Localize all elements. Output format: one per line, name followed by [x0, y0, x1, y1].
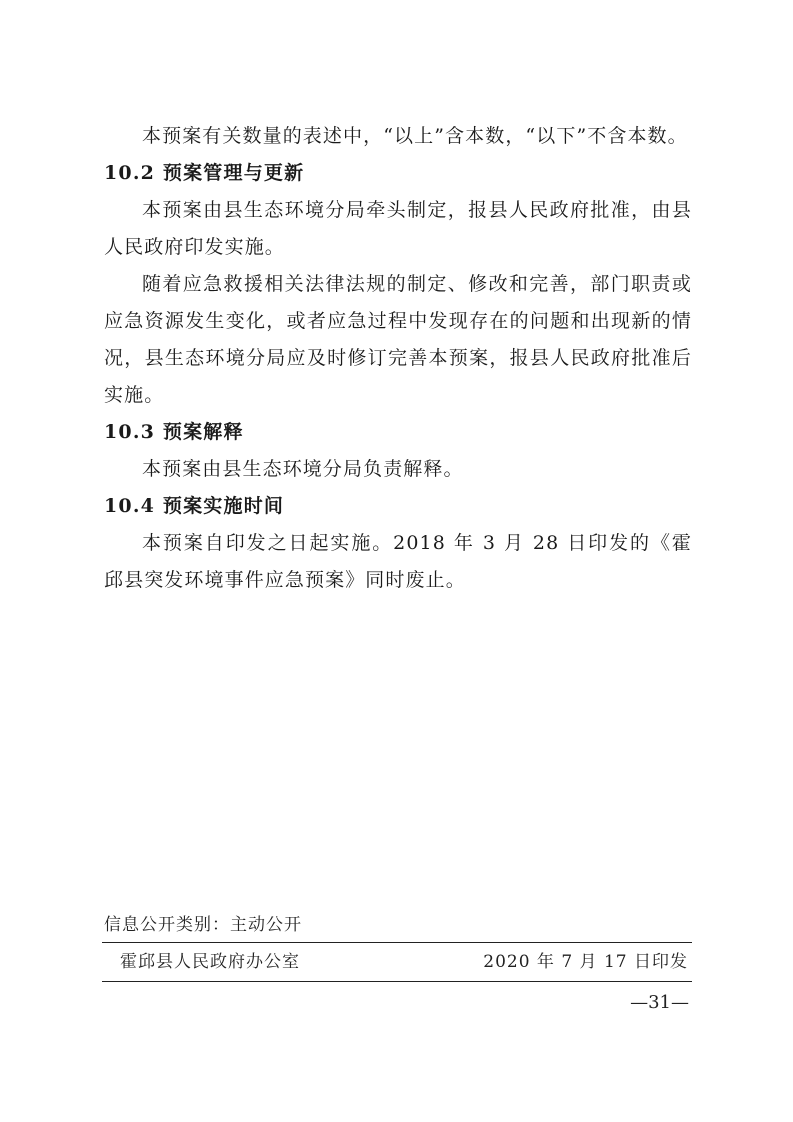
- issue-date: 2020 年 7 月 17 日印发: [483, 952, 688, 972]
- paragraph-10-4: 本预案自印发之日起实施。2018 年 3 月 28 日印发的《霍邱县突发环境事件应急预案》同时废止。: [104, 532, 692, 591]
- heading-10-4: 10.4 预案实施时间: [104, 495, 285, 517]
- page-number: —31—: [630, 992, 689, 1013]
- paragraph-10-3: 本预案由县生态环境分局负责解释。: [142, 458, 464, 480]
- paragraph-quantity-note: 本预案有关数量的表述中，“以上”含本数，“以下”不含本数。: [142, 125, 688, 147]
- heading-10-3: 10.3 预案解释: [104, 421, 244, 443]
- paragraph-10-2-b: 随着应急救援相关法律法规的制定、修改和完善，部门职责或应急资源发生变化，或者应急过程中发现存在的问题和出现新的情况，县生态环境分局应及时修订完善本预案，报县人民政府批准后实施。: [104, 273, 692, 406]
- paragraph-10-2-a: 本预案由县生态环境分局牵头制定，报县人民政府批准，由县人民政府印发实施。: [104, 199, 692, 258]
- issuing-office: 霍邱县人民政府办公室: [120, 952, 300, 972]
- heading-10-2: 10.2 预案管理与更新: [104, 162, 305, 184]
- footer-rule-bottom: [102, 981, 692, 982]
- document-body: [104, 118, 692, 599]
- footer-rule-top: [102, 942, 692, 943]
- disclosure-category: 信息公开类别：主动公开: [104, 915, 302, 935]
